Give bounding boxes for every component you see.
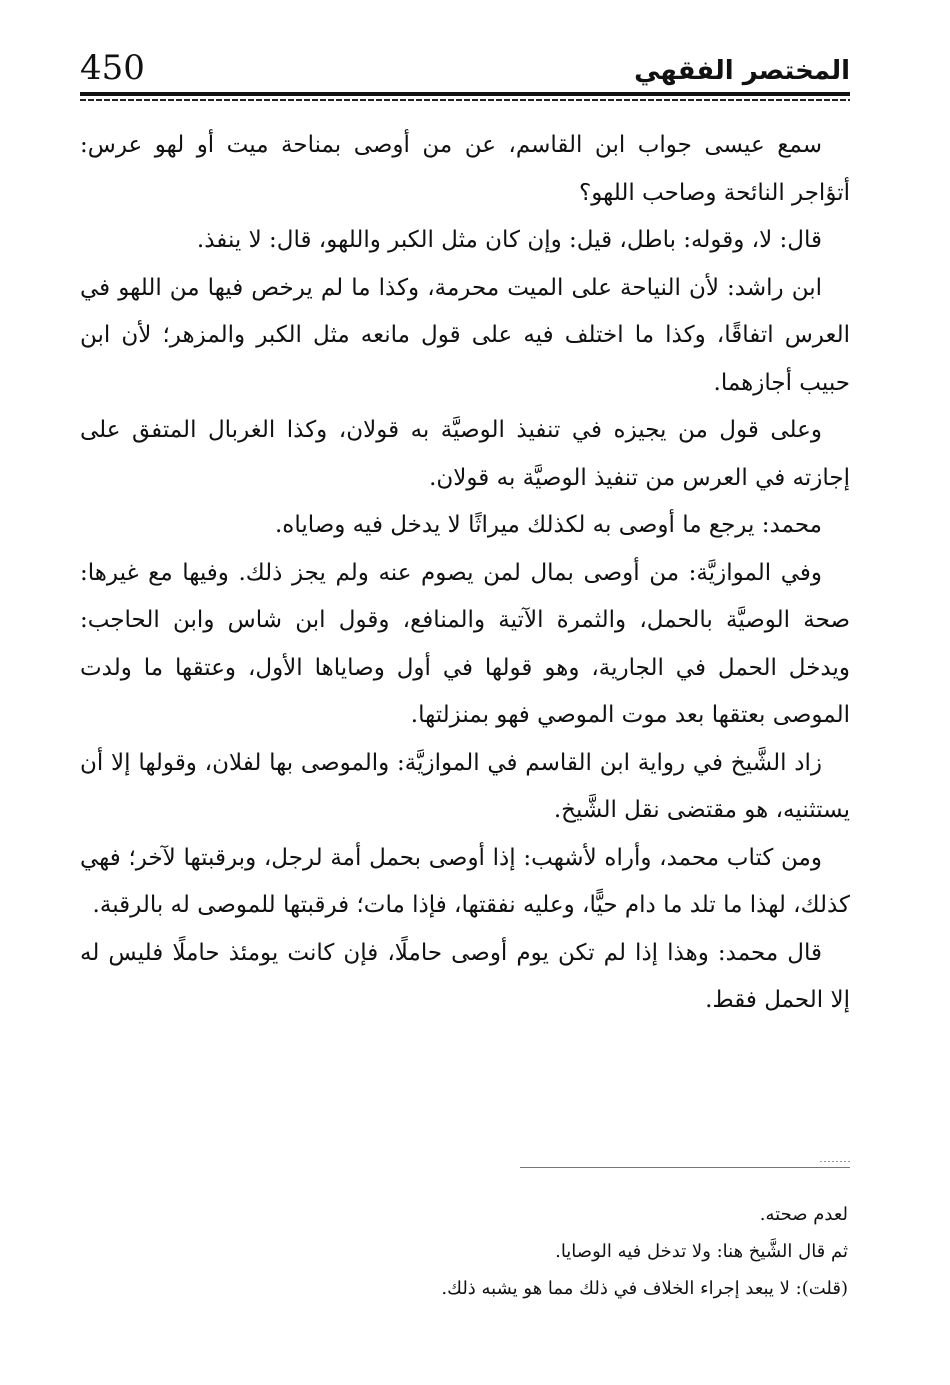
paragraph: وعلى قول من يجيزه في تنفيذ الوصيَّة به قولان، وكذا الغربال المتفق على إجازته في العرس من تنفيذ الوصيَّة به قولان. [80,417,850,491]
footnote: لعدم صحته. [759,1204,848,1225]
page-header [80,40,850,90]
header-rule [80,92,850,96]
footnote-separator [520,1167,850,1168]
paragraph: ومن كتاب محمد، وأراه لأشهب: إذا أوصى بحمل أمة لرجل، وبرقبتها لآخر؛ فهي كذلك، لهذا ما تلد ما دام حيًّا، وعليه نفقتها، فإذا مات؛ فرقبتها للموصى له بالرقبة. [80,844,850,918]
body-text [80,122,850,1025]
paragraph: محمد: يرجع ما أوصى به لكذلك ميراثًا لا يدخل فيه وصاياه. [274,512,822,538]
paragraph: زاد الشَّيخ في رواية ابن القاسم في الموازيَّة: والموصى بها لفلان، وقولها إلا أن يستثنيه، هو مقتضى نقل الشَّيخ. [80,749,850,823]
footnotes [80,1196,850,1307]
paragraph: ابن راشد: لأن النياحة على الميت محرمة، وكذا ما لم يرخص فيها من اللهو في العرس اتفاقًا، وكذا ما اختلف فيه على قول مانعه مثل الكبر والمزهر؛ لأن ابن حبيب أجازهما. [80,274,850,396]
page-number: 450 [80,48,145,88]
header-rule-dashed [80,99,850,101]
footnote: (قلت): لا يبعد إجراء الخلاف في ذلك مما هو يشبه ذلك. [441,1278,848,1299]
paragraph: وفي الموازيَّة: من أوصى بمال لمن يصوم عنه ولم يجز ذلك. وفيها مع غيرها: صحة الوصيَّة بالحمل، والثمرة الآتية والمنافع، وقول ابن شاس وابن الحاجب: ويدخل الحمل في الجارية، وهو قولها في أول وصاياها الأول، وعتقها ما ولدت الموصى بعتقها بعد موت الموصي فهو بمنزلتها. [80,559,850,728]
paragraph: قال محمد: وهذا إذا لم تكن يوم أوصى حاملًا، فإن كانت يومئذ حاملًا فليس له إلا الحمل فقط. [80,939,850,1013]
paragraph: قال: لا، وقوله: باطل، قيل: وإن كان مثل الكبر واللهو، قال: لا ينفذ. [196,227,822,253]
running-title: المختصر الفقهي [634,56,850,86]
paragraph: سمع عيسى جواب ابن القاسم، عن من أوصى بمناحة ميت أو لهو عرس: أتؤاجر النائحة وصاحب اللهو؟ [80,132,850,206]
footnote: ثم قال الشَّيخ هنا: ولا تدخل فيه الوصايا. [555,1241,848,1262]
footnote-separator-dots [820,1161,850,1162]
